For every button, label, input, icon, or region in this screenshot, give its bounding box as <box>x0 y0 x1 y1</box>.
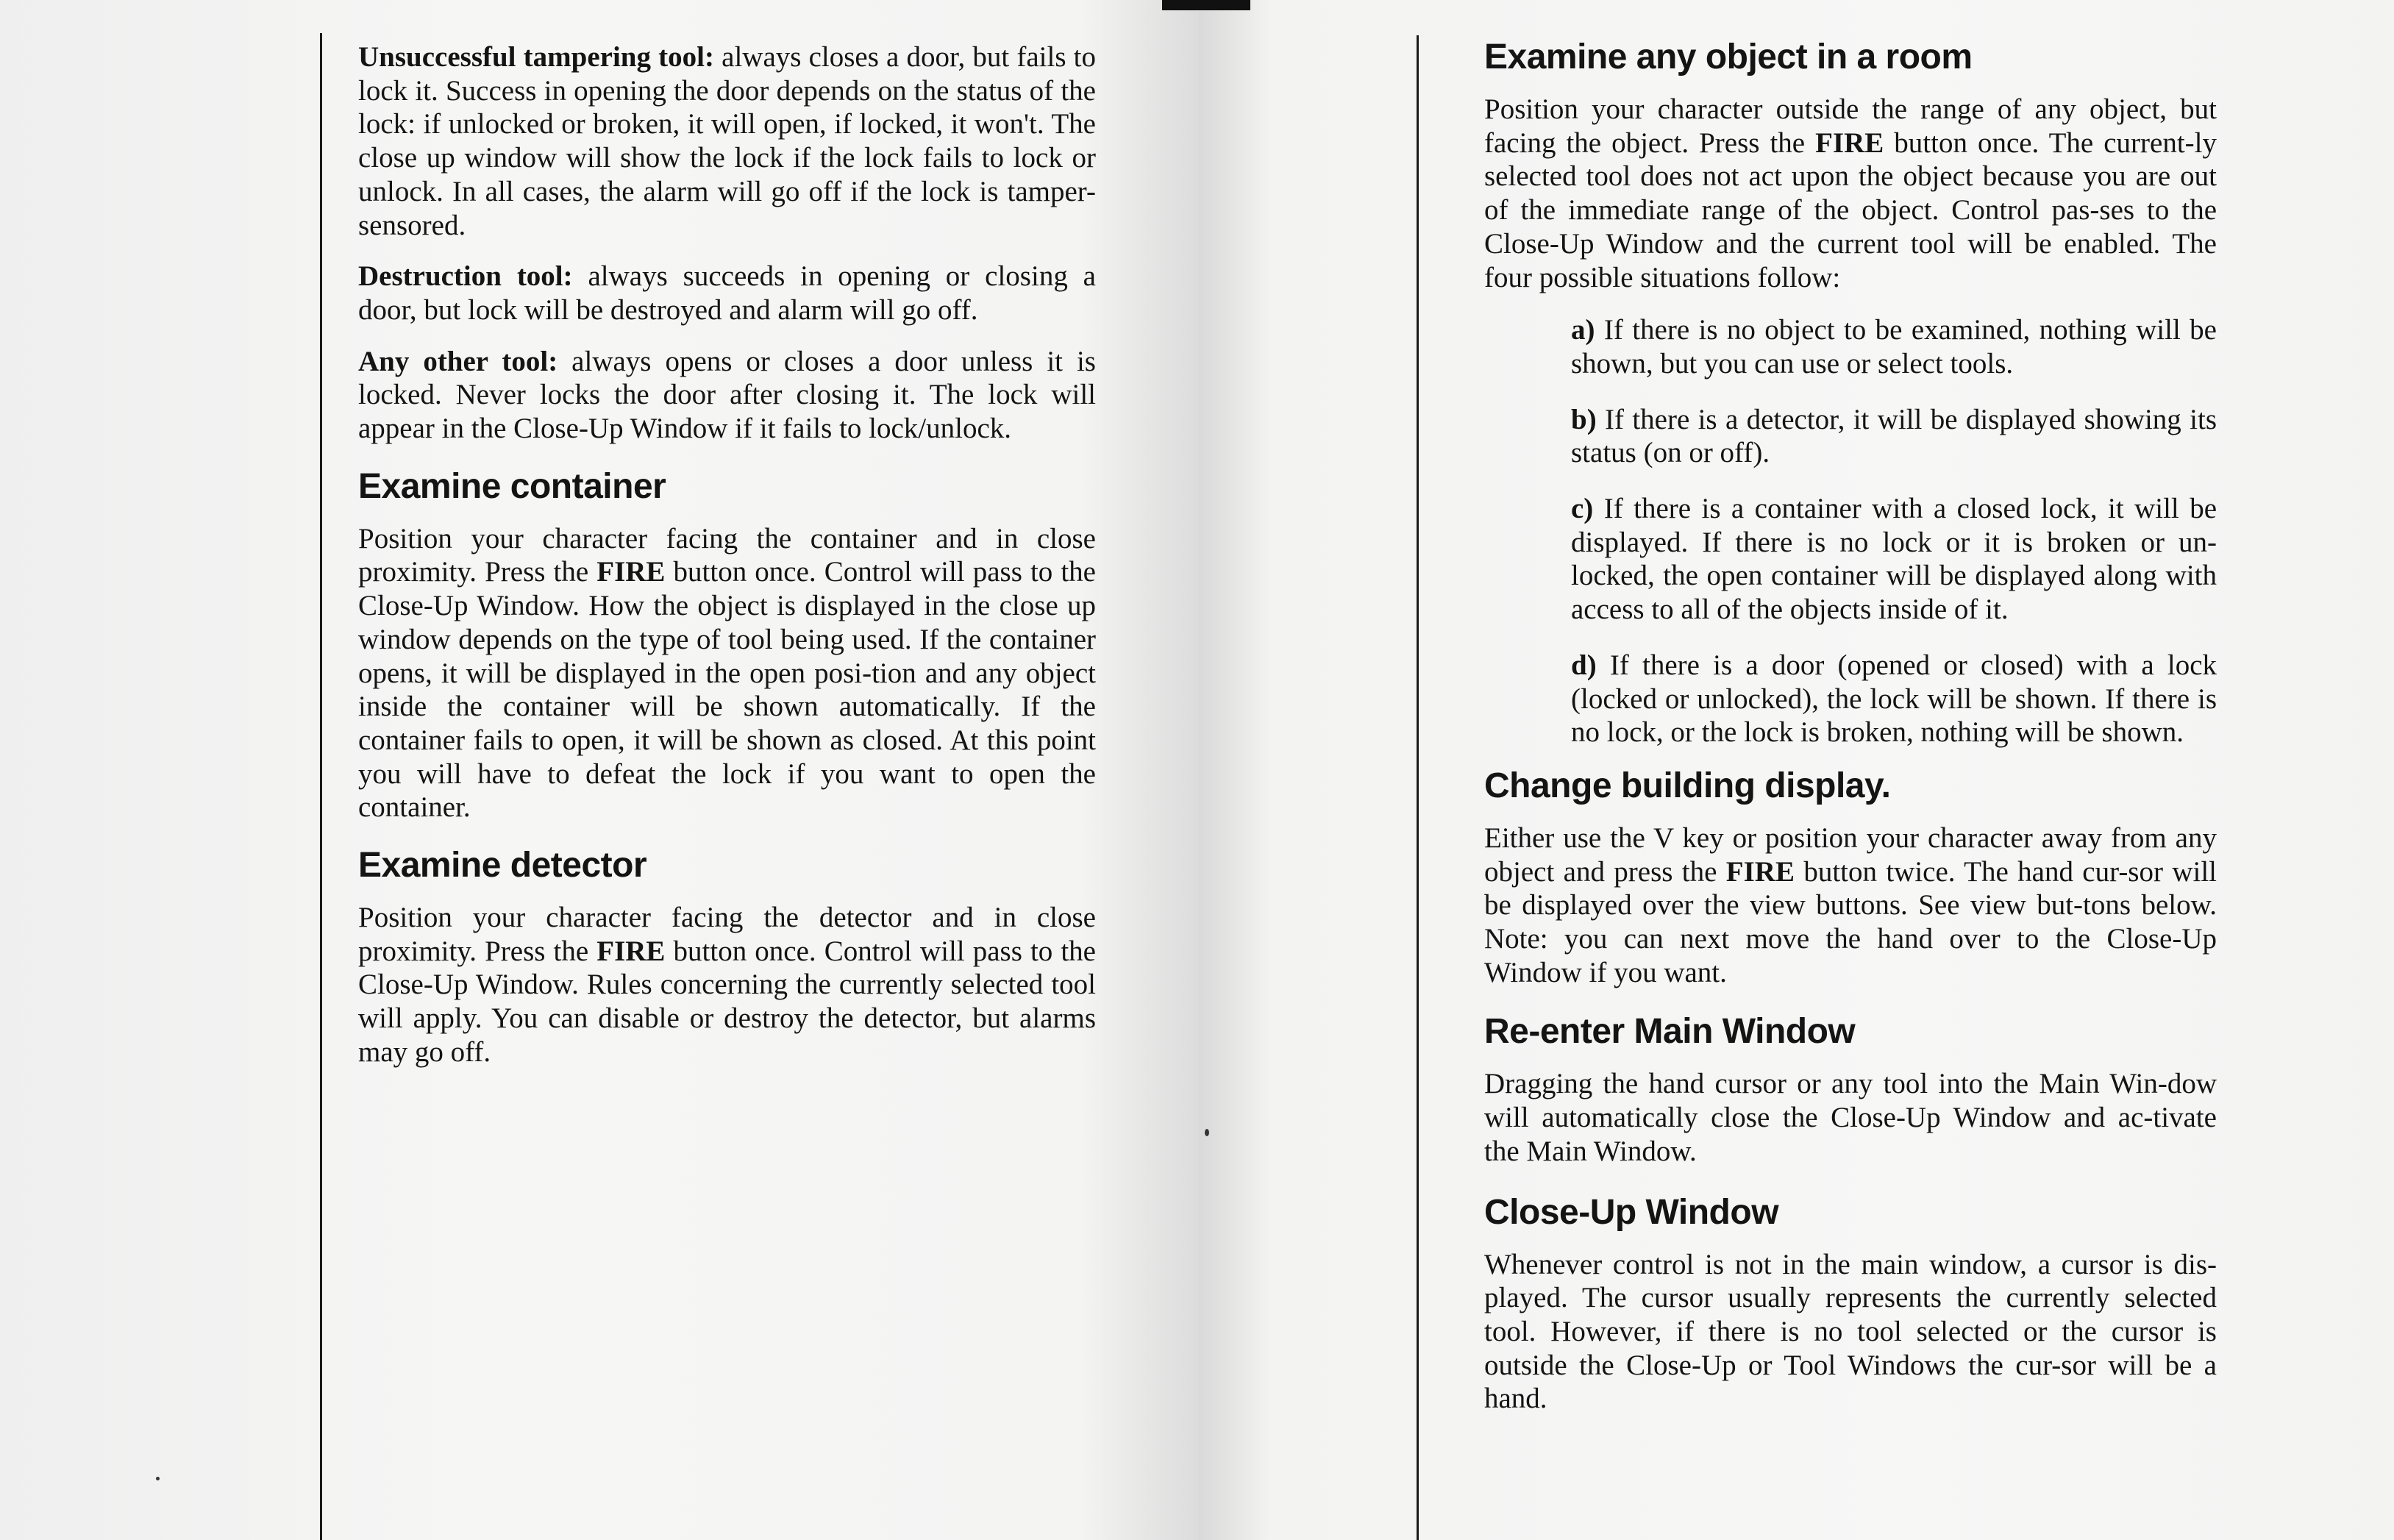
paragraph-text: Position your character facing the detector and in close proximity. Press the <box>358 902 1096 967</box>
paragraph-other-tool <box>358 345 1096 446</box>
item-marker: c) <box>1571 493 1594 525</box>
item-marker: a) <box>1571 314 1595 346</box>
situation-item <box>1571 313 2217 380</box>
paragraph-re-enter-main-window: Dragging the hand cursor or any tool into the Main Win-dow will automatically close the Close-Up Window and ac-tivate the Main Window. <box>1484 1068 2217 1167</box>
binding-shadow <box>1162 0 1250 10</box>
paragraph-text: Position your character outside the range of any object, but facing the object. Press the <box>1484 93 2217 159</box>
print-speck <box>156 1477 160 1480</box>
fire-button-term: FIRE <box>1815 126 1884 159</box>
fire-button-term: FIRE <box>596 556 666 588</box>
paragraph-examine-container <box>358 522 1096 824</box>
heading-change-building-display: Change building display. <box>1484 766 1891 805</box>
paragraph-text: button twice. The hand cur-sor will be displayed over the view buttons. See view but-tons below. Note: you can next move the hand over to the Close-Up Window if you want. <box>1484 855 2217 988</box>
item-text: If there is a door (opened or closed) with a lock (locked or unlocked), the lock will be shown. If there is no lock, or the lock is broken, nothing will be shown. <box>1571 649 2217 749</box>
paragraph-examine-detector <box>358 901 1096 1069</box>
paragraph-change-building-display <box>1484 821 2217 990</box>
paragraph-tampering-tool <box>358 40 1096 242</box>
situation-list <box>1571 313 2217 749</box>
fire-button-term: FIRE <box>596 935 666 967</box>
heading-close-up-window: Close-Up Window <box>1484 1192 1779 1232</box>
print-speck <box>1205 1129 1209 1136</box>
fire-button-term: FIRE <box>1725 855 1795 888</box>
heading-re-enter-main-window: Re-enter Main Window <box>1484 1012 1856 1052</box>
item-text: If there is a container with a closed lock, it will be displayed. If there is no lock or it is broken or un-locked, the open container will be displayed along with access to all of the objects inside of it. <box>1571 493 2217 626</box>
left-margin-rule <box>320 33 322 1540</box>
term-destruction-tool: Destruction tool: <box>358 260 573 293</box>
paragraph-text: button once. Control will pass to the Close-Up Window. Rules concerning the currently selected tool will apply. You can disable or destroy the detector, but alarms may go off. <box>358 935 1096 1068</box>
situation-item <box>1571 403 2217 470</box>
item-text: If there is no object to be examined, nothing will be shown, but you can use or select tools. <box>1571 314 2217 379</box>
item-text: If there is a detector, it will be displayed showing its status (on or off). <box>1571 403 2217 469</box>
situation-item <box>1571 649 2217 749</box>
paragraph-examine-any-object <box>1484 93 2217 294</box>
heading-examine-any-object: Examine any object in a room <box>1484 38 1973 76</box>
paragraph-text: Either use the V key or position your character away from any object and press the <box>1484 821 2217 888</box>
heading-examine-detector: Examine detector <box>358 846 647 885</box>
term-other-tool: Any other tool: <box>358 345 558 377</box>
item-marker: b) <box>1571 403 1597 435</box>
item-marker: d) <box>1571 649 1597 681</box>
situation-item <box>1571 492 2217 627</box>
paragraph-destruction-tool <box>358 260 1096 327</box>
right-column <box>1484 37 2217 1433</box>
term-tampering-tool: Unsuccessful tampering tool: <box>358 41 714 73</box>
paragraph-text: always closes a door, but fails to lock it. Success in opening the door depends on the status of the lock: if unlocked or broken, it will open, if locked, it won't. The close up window will show the lock if the lock fails to lock or unlock. In all cases, the alarm will go off if the lock is tamper-sensored. <box>358 41 1096 241</box>
paragraph-text: Position your character facing the container and in close proximity. Press the <box>358 522 1096 588</box>
left-column <box>358 40 1096 1087</box>
paragraph-text: button once. Control will pass to the Close-Up Window. How the object is displayed in the close up window depends on the type of tool being used. If the container opens, it will be displayed in the open posi-tion and any object inside the container will be shown automatically. If the container fails to open, it will be shown as closed. At this point you will have to defeat the lock if you want to open the container. <box>358 556 1096 824</box>
paragraph-text: always succeeds in opening or closing a door, but lock will be destroyed and alarm will go off. <box>358 260 1096 326</box>
paragraph-text: always opens or closes a door unless it is locked. Never locks the door after closing it. The lock will appear in the Close-Up Window if it fails to lock/unlock. <box>358 345 1096 445</box>
right-margin-rule <box>1417 35 1419 1540</box>
heading-examine-container: Examine container <box>358 466 666 506</box>
paragraph-close-up-window: Whenever control is not in the main window, a cursor is dis-played. The cursor usually represents the currently selected tool. However, if there is no tool selected or the cursor is outside the Close-Up or Tool Windows the cur-sor will be a hand. <box>1484 1248 2217 1415</box>
paragraph-text: button once. The current-ly selected tool does not act upon the object because you are out of the immediate range of the object. Control pas-ses to the Close-Up Window and the current tool will be enabled. The four possible situations follow: <box>1484 126 2217 293</box>
